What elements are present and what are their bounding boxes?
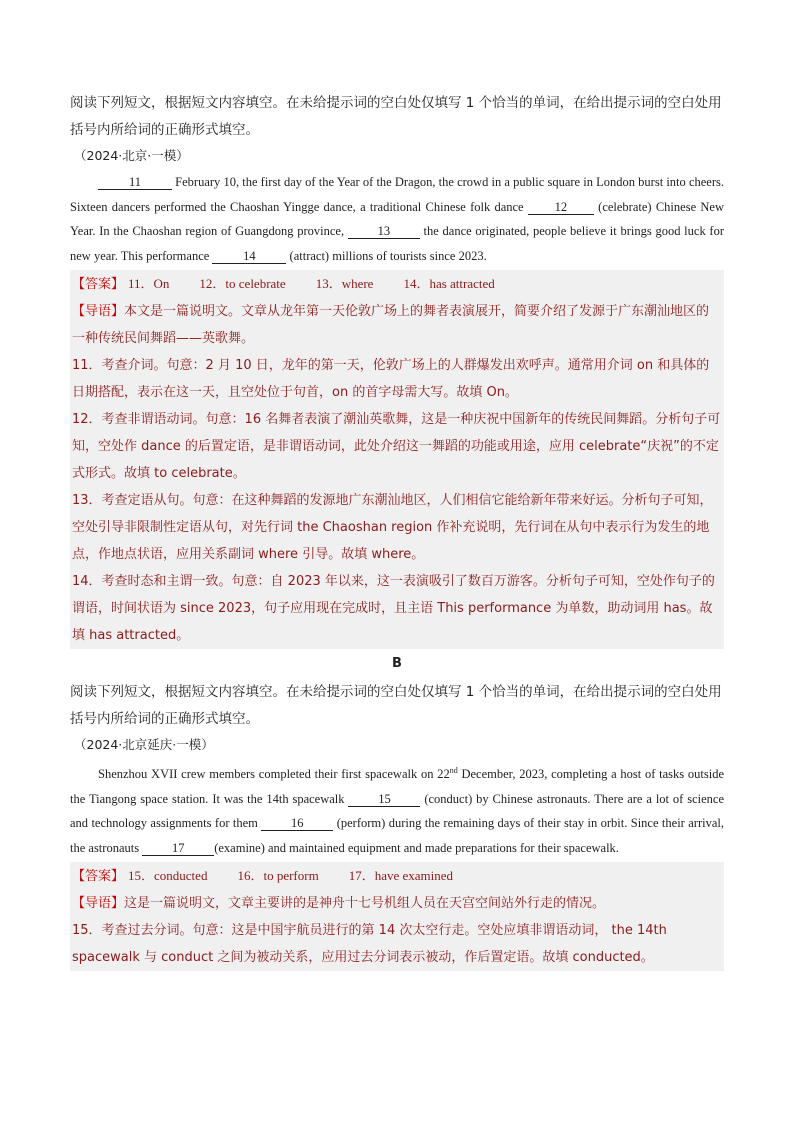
blank-14[interactable]: 14	[212, 249, 286, 264]
answer-tag: 【答案】	[72, 869, 125, 885]
answer-line-a	[72, 270, 722, 298]
worksheet-page	[70, 90, 724, 971]
guide-b	[72, 890, 722, 917]
explanation-13: 13．考查定语从句。句意：在这种舞蹈的发源地广东潮汕地区，人们相信它能给新年带来好运。分析句子可知，空处引导非限制性定语从句，对先行词 the Chaoshan region 作补充说明，先行词在从句中表示行为发生的地点，作地点状语，应用关系副词 where 引导。故填 where。	[72, 493, 713, 562]
answer-13: 13．where	[315, 276, 374, 291]
blank-16[interactable]: 16	[261, 816, 333, 831]
guide-text: 本文是一篇说明文。文章从龙年第一天伦敦广场上的舞者表演展开，简要介绍了发源于广东潮汕地区的一种传统民间舞蹈——英歌舞。	[72, 304, 710, 346]
answer-block-b	[70, 862, 724, 971]
guide-tag: 【导语】	[72, 896, 125, 912]
answer-14: 14．has attracted	[403, 276, 495, 291]
answer-11: 11．On	[128, 276, 170, 291]
instruction-b: 阅读下列短文，根据短文内容填空。在未给提示词的空白处仅填写 1 个恰当的单词，在给出提示词的空白处用括号内所给词的正确形式填空。	[70, 684, 722, 727]
passage-a-text-2: (celebrate) Chinese New Year. In the Chaoshan region of Guangdong province,	[70, 199, 724, 238]
answer-17: 17．have examined	[348, 868, 454, 884]
guide-text: 这是一篇说明文，文章主要讲的是神舟十七号机组人员在天宫空间站外行走的情况。	[124, 896, 606, 912]
explanation-15: 15．考查过去分词。句意：这是中国宇航员进行的第 14 次太空行走。空处应填非谓语动词， the 14th spacewalk 与 conduct 之间为被动关系，应用过去分词表示被动，作后置定语。故填 conducted。	[72, 923, 667, 966]
passage-b	[70, 759, 724, 860]
section-label-b: B	[392, 656, 402, 671]
guide-a	[72, 298, 722, 352]
passage-a-text-4: (attract) millions of tourists since 2023.	[286, 248, 487, 263]
ordinal-suffix: nd	[449, 766, 458, 775]
answer-15: 15．conducted	[128, 868, 208, 884]
instruction-a: 阅读下列短文，根据短文内容填空。在未给提示词的空白处仅填写 1 个恰当的单词，在给出提示词的空白处用括号内所给词的正确形式填空。	[70, 95, 722, 138]
explanation-12: 12．考查非谓语动词。句意：16 名舞者表演了潮汕英歌舞，这是一种庆祝中国新年的传统民间舞蹈。分析句子可知，空处作 dance 的后置定语，是非谓语动词，此处介绍这一舞蹈的功能或用途，应用 celebrate“庆祝”的不定式形式。故填 to celebrate。	[72, 412, 721, 481]
passage-b-text-2: December, 2023, completing a host of tasks outside the Tiangong space station. It was the 14th spacewalk	[70, 767, 725, 806]
answer-16: 16．to perform	[237, 868, 319, 884]
source-b: （2024·北京延庆·一模）	[74, 737, 214, 752]
explanation-14: 14．考查时态和主谓一致。句意：自 2023 年以来，这一表演吸引了数百万游客。分析句子可知，空处作句子的谓语，时间状语为 since 2023，句子应用现在完成时，且主语 This performance 为单数，助动词用 has。故填 has attracted。	[72, 574, 715, 643]
passage-a-text-3: the dance originated, people believe it brings good luck for new year. This performance	[70, 224, 725, 263]
answer-line-b	[72, 862, 722, 890]
blank-17[interactable]: 17	[142, 841, 214, 856]
passage-a-text-1: February 10, the first day of the Year of the Dragon, the crowd in a public square in London burst into cheers. Sixteen dancers performed the Chaoshan Yingge dance, a traditional Chinese folk dance	[70, 175, 724, 214]
answer-12: 12．to celebrate	[199, 276, 286, 291]
passage-b-text-4: (perform) during the remaining days of their stay in orbit. Since their arrival, the astronauts	[70, 816, 724, 855]
blank-15[interactable]: 15	[348, 792, 420, 807]
explanation-11: 11．考查介词。句意：2 月 10 日，龙年的第一天，伦敦广场上的人群爆发出欢呼声。通常用介词 on 和具体的日期搭配，表示在这一天，且空处位于句首，on 的首字母需大写。故填 On。	[72, 358, 710, 400]
source-a: （2024·北京·一模）	[74, 148, 189, 163]
guide-tag: 【导语】	[72, 304, 125, 319]
blank-13[interactable]: 13	[348, 224, 420, 239]
passage-b-text-1: Shenzhou XVII crew members completed their first spacewalk on 22	[98, 767, 450, 782]
blank-12[interactable]: 12	[528, 200, 594, 215]
blank-11[interactable]: 11	[98, 175, 172, 190]
passage-a	[70, 170, 724, 268]
answer-tag: 【答案】	[72, 277, 125, 292]
passage-b-text-5: (examine) and maintained equipment and made preparations for their spacewalk.	[214, 840, 619, 855]
passage-b-text-3: (conduct) by Chinese astronauts. There are a lot of science and technology assignments for them	[70, 791, 724, 831]
answer-block-a	[70, 270, 724, 649]
